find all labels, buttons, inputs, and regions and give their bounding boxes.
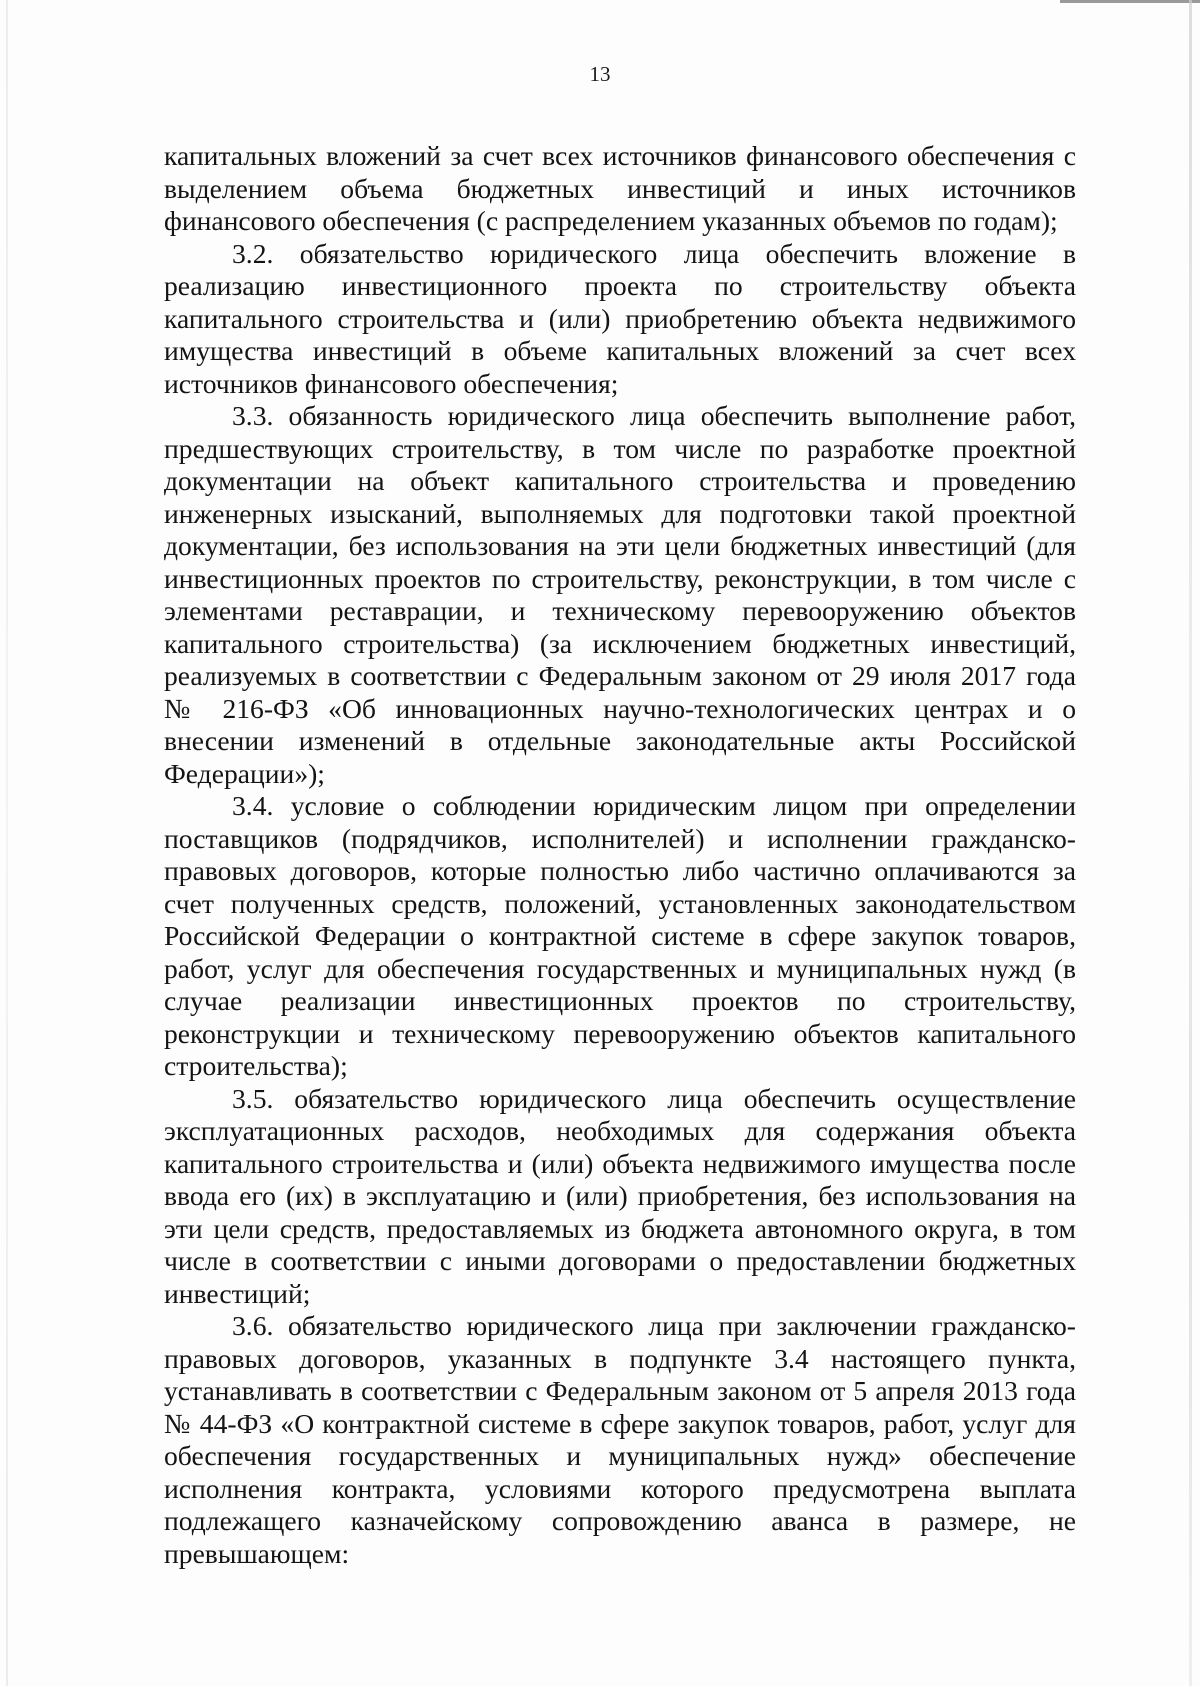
- page-number: 13: [589, 62, 611, 86]
- paragraph-3-2: 3.2. обязательство юридического лица обеспечить вложение в реализацию инвестиционного проекта по строительству объекта капитального строительства и (или) приобретению объекта недвижимого имущества инвестиций в объеме капитальных вложений за счет всех источников финансового обеспечения;: [164, 237, 1076, 399]
- paragraph-continuation: капитальных вложений за счет всех источников финансового обеспечения с выделением объема бюджетных инвестиций и иных источников финансового обеспечения (с распределением указанных объемов по годам);: [164, 140, 1076, 236]
- paragraph-3-6: 3.6. обязательство юридического лица при заключении гражданско-правовых договоров, указанных в подпункте 3.4 настоящего пункта, устанавливать в соответствии с Федеральным законом от 5 апреля 2013 года № 44-ФЗ «О контрактной системе в сфере закупок товаров, работ, услуг для обеспечения государственных и муниципальных нужд» обеспечение исполнения контракта, условиями которого предусмотрена выплата подлежащего казначейскому сопровождению аванса в размере, не превышающем:: [164, 1310, 1076, 1569]
- paragraph-3-5: 3.5. обязательство юридического лица обеспечить осуществление эксплуатационных расходов, необходимых для содержания объекта капитального строительства и (или) объекта недвижимого имущества после ввода его (их) в эксплуатацию и (или) приобретения, без использования на эти цели средств, предоставляемых из бюджета автономного округа, в том числе в соответствии с иными договорами о предоставлении бюджетных инвестиций;: [164, 1082, 1076, 1309]
- scan-artifact-top-line: [1060, 0, 1200, 3]
- scan-artifact-right-edge: [1189, 0, 1192, 1686]
- document-body: [164, 140, 1076, 1570]
- scan-artifact-left-edge: [6, 0, 8, 1686]
- paragraph-3-4: 3.4. условие о соблюдении юридическим лицом при определении поставщиков (подрядчиков, исполнителей) и исполнении гражданско-правовых договоров, которые полностью либо частично оплачиваются за счет полученных средств, положений, установленных законодательством Российской Федерации о контрактной системе в сфере закупок товаров, работ, услуг для обеспечения государственных и муниципальных нужд (в случае реализации инвестиционных проектов по строительству, реконструкции и техническому перевооружению объектов капитального строительства);: [164, 790, 1076, 1081]
- paragraph-3-3: 3.3. обязанность юридического лица обеспечить выполнение работ, предшествующих строительству, в том числе по разработке проектной документации на объект капитального строительства и проведению инженерных изысканий, выполняемых для подготовки такой проектной документации, без использования на эти цели бюджетных инвестиций (для инвестиционных проектов по строительству, реконструкции, в том числе с элементами реставрации, и техническому перевооружению объектов капитального строительства) (за исключением бюджетных инвестиций, реализуемых в соответствии с Федеральным законом от 29 июля 2017 года № 216-ФЗ «Об инновационных научно-технологических центрах и о внесении изменений в отдельные законодательные акты Российской Федерации»);: [164, 400, 1076, 789]
